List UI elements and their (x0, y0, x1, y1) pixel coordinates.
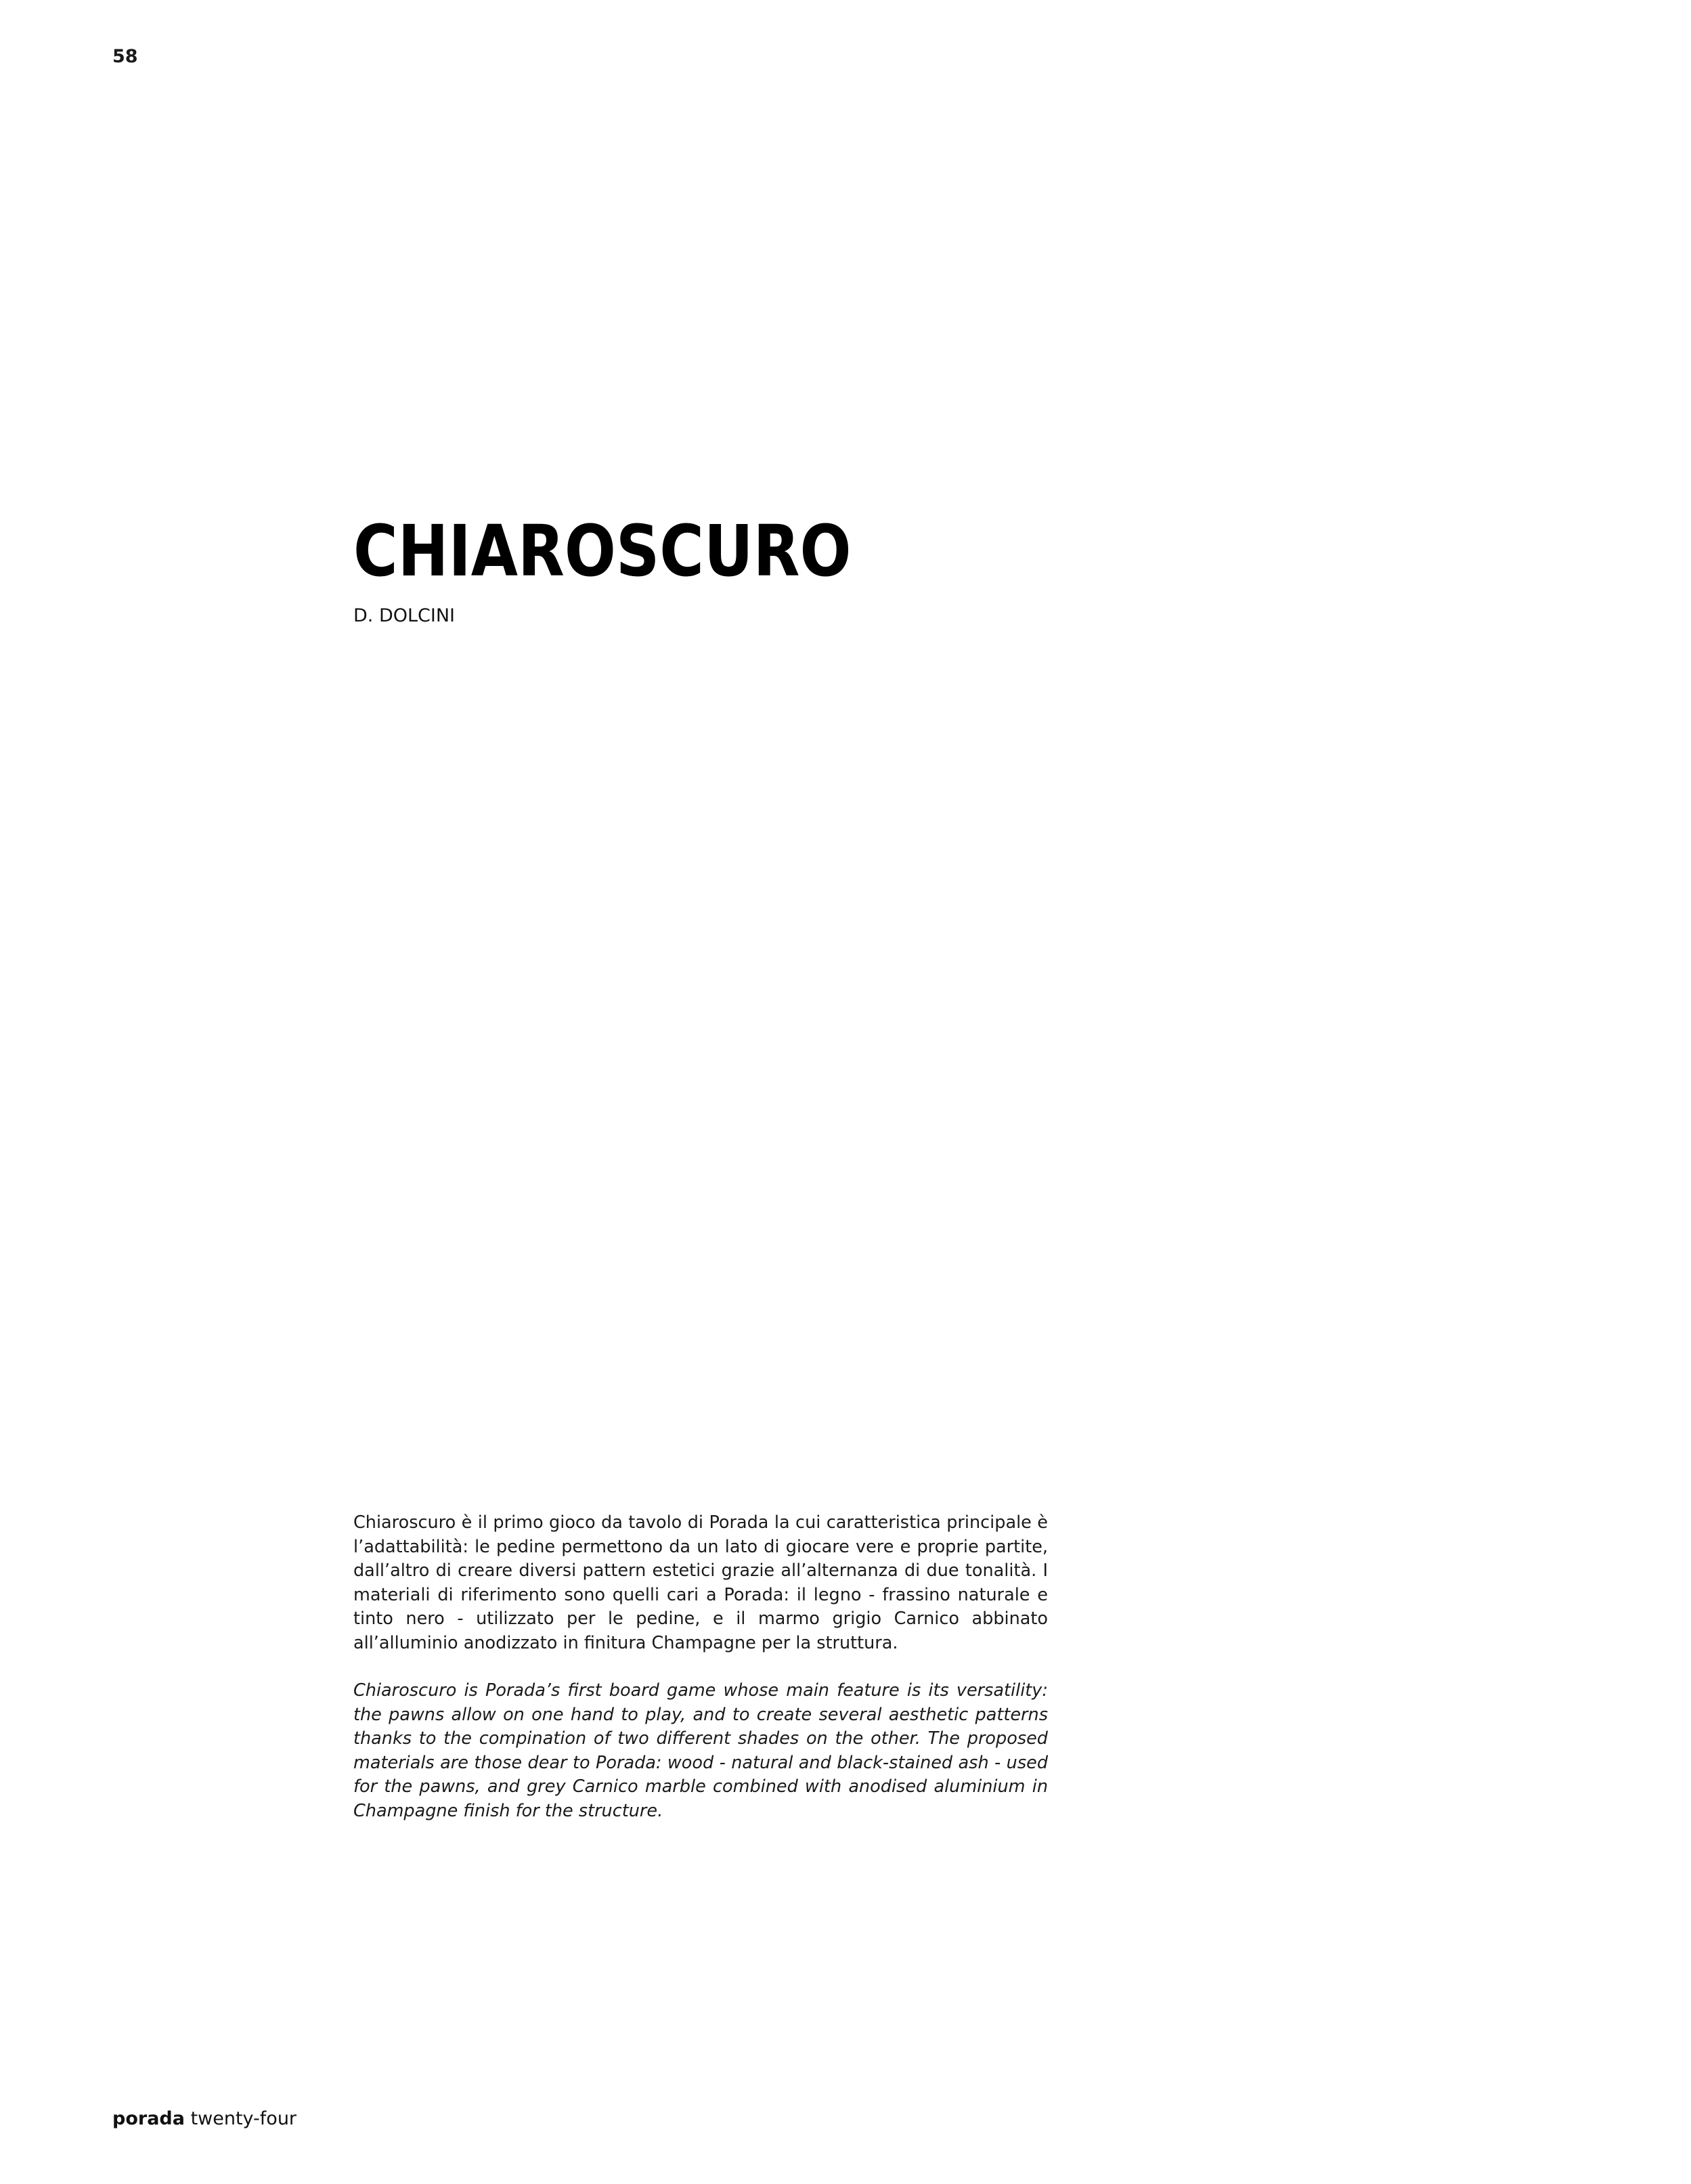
article-body (353, 1511, 1048, 1823)
footer-edition: twenty-four (190, 2108, 297, 2129)
page-number: 58 (112, 46, 138, 67)
footer (112, 2107, 297, 2131)
footer-brand: porada (112, 2108, 185, 2129)
paragraph-english: Chiaroscuro is Porada’s first board game whose main feature is its versatility: the pawns allow on one hand to play, and to create several aesthetic patterns thanks to the compination of two different shades on the other. The proposed materials are those dear to Porada: wood - natural and black-stained ash - used for the pawns, and grey Carnico marble combined with anodised aluminium in Champagne finish for the structure. (353, 1680, 1048, 1821)
article-title: CHIAROSCURO (353, 510, 852, 592)
designer-credit: D. DOLCINI (353, 605, 456, 626)
paragraph-italian: Chiaroscuro è il primo gioco da tavolo di Porada la cui caratteristica principale è l’adattabilità: le pedine permettono da un lato di giocare vere e proprie partite, dall’altro di creare diversi pattern estetici grazie all’alternanza di due tonalità. I materiali di riferimento sono quelli cari a Porada: il legno - frassino naturale e tinto nero - utilizzato per le pedine, e il marmo grigio Carnico abbinato all’alluminio anodizzato in finitura Champagne per la struttura. (353, 1512, 1048, 1653)
